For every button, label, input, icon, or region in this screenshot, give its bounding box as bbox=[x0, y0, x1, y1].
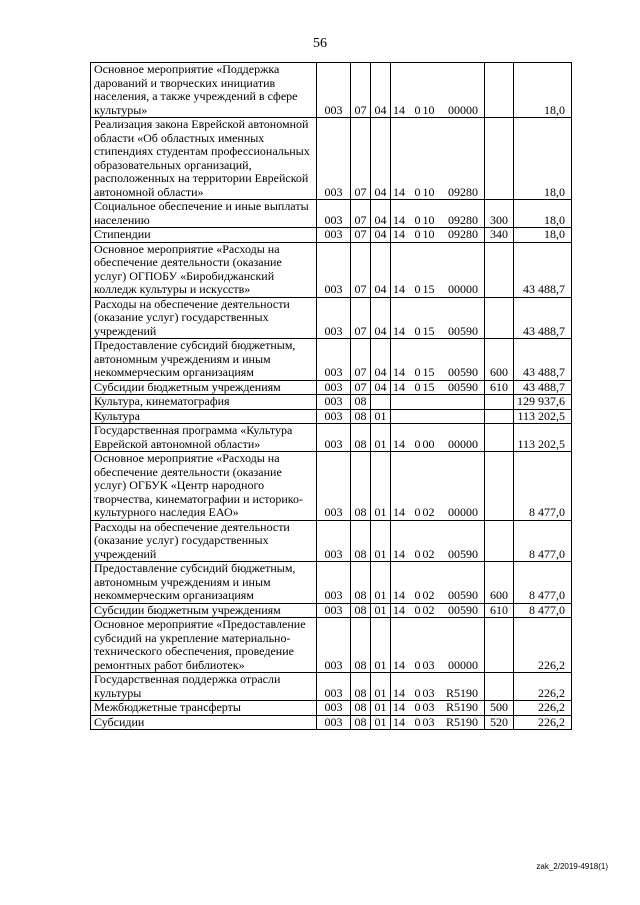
section-code-cell: 08 bbox=[351, 562, 371, 604]
direction-code-cell: 02 bbox=[422, 603, 435, 617]
section-code-cell: 07 bbox=[351, 297, 371, 339]
expense-type-cell bbox=[485, 395, 514, 410]
subsection-code-cell: 04 bbox=[371, 339, 391, 381]
expense-name-cell: Культура bbox=[91, 409, 317, 424]
direction-code-cell: 00 bbox=[421, 424, 437, 452]
section-code-cell: 07 bbox=[351, 200, 371, 228]
table-row bbox=[91, 380, 572, 395]
program-code-cell bbox=[391, 118, 421, 200]
program-number: 14 bbox=[393, 282, 405, 296]
expense-number-cell: R5190 bbox=[437, 715, 485, 730]
subprogram-number: 0 bbox=[414, 588, 421, 602]
expense-number-cell: 00000 bbox=[437, 452, 485, 521]
expense-type-cell bbox=[485, 409, 514, 424]
expense-name-cell: Предоставление субсидий бюджетным, автономным учреждениям и иным некоммерческим организациям bbox=[91, 562, 317, 604]
program-number: 14 bbox=[393, 227, 405, 241]
admin-code-cell: 003 bbox=[317, 424, 351, 452]
expense-name-cell: Основное мероприятие «Предоставление субсидий на укрепление материально-технического обеспечения, проведение ремонтных работ библиотек» bbox=[91, 618, 317, 673]
amount-cell: 8 477,0 bbox=[514, 603, 572, 618]
amount-cell: 18,0 bbox=[514, 63, 572, 118]
expense-number-cell: 00590 bbox=[437, 520, 485, 562]
table-row bbox=[91, 395, 572, 410]
amount-cell: 43 488,7 bbox=[514, 380, 572, 395]
expense-number-cell: R5190 bbox=[437, 701, 485, 716]
subprogram-number: 0 bbox=[414, 657, 421, 672]
expense-type-cell: 600 bbox=[485, 562, 514, 604]
program-code-cell bbox=[391, 200, 421, 228]
expense-name-cell: Субсидии bbox=[91, 715, 317, 730]
direction-code-cell: 03 bbox=[421, 673, 437, 701]
program-code-cell bbox=[391, 297, 421, 339]
table-row bbox=[91, 562, 572, 604]
direction-code-cell: 15 bbox=[421, 297, 437, 339]
section-code-cell: 08 bbox=[351, 715, 371, 730]
expense-number-cell: 00590 bbox=[437, 562, 485, 604]
program-number: 14 bbox=[393, 365, 405, 379]
expense-name-cell: Предоставление субсидий бюджетным, автономным учреждениям и иным некоммерческим организациям bbox=[91, 339, 317, 381]
section-code-cell: 08 bbox=[351, 424, 371, 452]
admin-code-cell: 003 bbox=[317, 297, 351, 339]
expense-name-cell: Культура, кинематография bbox=[91, 395, 317, 410]
admin-code-cell: 003 bbox=[317, 409, 351, 424]
program-number: 14 bbox=[393, 184, 405, 199]
program-code-cell bbox=[391, 701, 421, 716]
subsection-code-cell: 01 bbox=[371, 618, 391, 673]
admin-code-cell: 003 bbox=[317, 339, 351, 381]
subprogram-number: 0 bbox=[414, 323, 421, 338]
expense-name-cell: Основное мероприятие «Поддержка дарований и творческих инициатив населения, а также учреждений в сфере культуры» bbox=[91, 63, 317, 118]
subprogram-number: 0 bbox=[414, 282, 421, 296]
section-code-cell: 08 bbox=[351, 520, 371, 562]
program-number: 14 bbox=[393, 102, 405, 117]
section-code-cell: 08 bbox=[351, 395, 371, 410]
section-code-cell: 07 bbox=[351, 380, 371, 395]
amount-cell: 113 202,5 bbox=[514, 409, 572, 424]
subsection-code-cell: 01 bbox=[371, 409, 391, 424]
expense-type-cell bbox=[485, 452, 514, 521]
program-number: 14 bbox=[393, 588, 405, 602]
amount-cell: 18,0 bbox=[514, 118, 572, 200]
admin-code-cell: 003 bbox=[317, 118, 351, 200]
admin-code-cell: 003 bbox=[317, 701, 351, 716]
expense-number-cell: 00590 bbox=[437, 297, 485, 339]
subsection-code-cell: 01 bbox=[371, 715, 391, 730]
direction-code-cell: 02 bbox=[421, 562, 437, 604]
expense-number-cell: 00000 bbox=[437, 242, 485, 297]
admin-code-cell: 003 bbox=[317, 242, 351, 297]
direction-code-cell: 10 bbox=[422, 227, 435, 241]
admin-code-cell: 003 bbox=[317, 395, 351, 410]
direction-code-cell: 02 bbox=[421, 520, 437, 562]
direction-code-cell: 15 bbox=[422, 380, 435, 394]
subprogram-number: 0 bbox=[414, 546, 421, 561]
expense-name-cell: Расходы на обеспечение деятельности (оказание услуг) государственных учреждений bbox=[91, 297, 317, 339]
program-code-cell bbox=[391, 715, 421, 730]
expense-number-cell: 00000 bbox=[437, 424, 485, 452]
expense-type-cell bbox=[485, 618, 514, 673]
subprogram-number: 0 bbox=[414, 715, 421, 729]
expense-type-cell: 520 bbox=[485, 715, 514, 730]
expense-number-cell: 00000 bbox=[437, 63, 485, 118]
subsection-code-cell: 01 bbox=[371, 562, 391, 604]
direction-code-cell bbox=[421, 409, 437, 424]
budget-table-body bbox=[91, 63, 572, 730]
subprogram-number: 0 bbox=[414, 700, 421, 714]
expense-type-cell bbox=[485, 424, 514, 452]
program-code-cell bbox=[391, 395, 421, 410]
subsection-code-cell: 01 bbox=[371, 673, 391, 701]
amount-cell: 8 477,0 bbox=[514, 452, 572, 521]
expense-type-cell bbox=[485, 63, 514, 118]
direction-code-cell: 10 bbox=[421, 118, 437, 200]
subprogram-number: 0 bbox=[414, 227, 421, 241]
expense-number-cell: 00590 bbox=[437, 603, 485, 618]
table-row bbox=[91, 118, 572, 200]
expense-number-cell bbox=[437, 409, 485, 424]
expense-name-cell: Стипендии bbox=[91, 228, 317, 243]
program-number: 14 bbox=[393, 380, 405, 394]
section-code-cell: 08 bbox=[351, 452, 371, 521]
subsection-code-cell: 04 bbox=[371, 242, 391, 297]
direction-code-cell: 02 bbox=[421, 452, 437, 521]
expense-type-cell: 610 bbox=[485, 603, 514, 618]
subsection-code-cell: 04 bbox=[371, 200, 391, 228]
subprogram-number: 0 bbox=[414, 380, 421, 394]
admin-code-cell: 003 bbox=[317, 673, 351, 701]
expense-type-cell bbox=[485, 297, 514, 339]
table-row bbox=[91, 603, 572, 618]
subsection-code-cell: 04 bbox=[371, 228, 391, 243]
expense-name-cell: Реализация закона Еврейской автономной области «Об областных именных стипендиях студентам профессиональных образовательных организаций, расположенных на территории Еврейской автономной области» bbox=[91, 118, 317, 200]
expense-type-cell: 610 bbox=[485, 380, 514, 395]
program-number: 14 bbox=[393, 715, 405, 729]
program-code-cell bbox=[391, 673, 421, 701]
program-code-cell bbox=[391, 242, 421, 297]
section-code-cell: 08 bbox=[351, 409, 371, 424]
admin-code-cell: 003 bbox=[317, 452, 351, 521]
section-code-cell: 07 bbox=[351, 242, 371, 297]
table-row bbox=[91, 618, 572, 673]
admin-code-cell: 003 bbox=[317, 715, 351, 730]
amount-cell: 43 488,7 bbox=[514, 242, 572, 297]
admin-code-cell: 003 bbox=[317, 618, 351, 673]
table-row bbox=[91, 339, 572, 381]
amount-cell: 226,2 bbox=[514, 715, 572, 730]
admin-code-cell: 003 bbox=[317, 603, 351, 618]
program-code-cell bbox=[391, 618, 421, 673]
program-code-cell bbox=[391, 228, 421, 243]
expense-name-cell: Субсидии бюджетным учреждениям bbox=[91, 380, 317, 395]
program-code-cell bbox=[391, 339, 421, 381]
subsection-code-cell: 01 bbox=[371, 701, 391, 716]
direction-code-cell: 03 bbox=[422, 715, 435, 729]
admin-code-cell: 003 bbox=[317, 228, 351, 243]
amount-cell: 129 937,6 bbox=[514, 395, 572, 410]
direction-code-cell bbox=[421, 395, 437, 410]
expense-name-cell: Социальное обеспечение и иные выплаты населению bbox=[91, 200, 317, 228]
section-code-cell: 08 bbox=[351, 618, 371, 673]
table-row bbox=[91, 701, 572, 716]
program-number: 14 bbox=[393, 546, 405, 561]
admin-code-cell: 003 bbox=[317, 380, 351, 395]
subsection-code-cell: 04 bbox=[371, 380, 391, 395]
expense-type-cell bbox=[485, 118, 514, 200]
amount-cell: 226,2 bbox=[514, 618, 572, 673]
subprogram-number: 0 bbox=[414, 603, 421, 617]
admin-code-cell: 003 bbox=[317, 200, 351, 228]
expense-number-cell bbox=[437, 395, 485, 410]
expense-name-cell: Субсидии бюджетным учреждениям bbox=[91, 603, 317, 618]
expense-type-cell bbox=[485, 242, 514, 297]
subsection-code-cell: 01 bbox=[371, 452, 391, 521]
program-number: 14 bbox=[393, 603, 405, 617]
subprogram-number: 0 bbox=[414, 505, 421, 519]
table-row bbox=[91, 409, 572, 424]
program-code-cell bbox=[391, 380, 421, 395]
amount-cell: 43 488,7 bbox=[514, 297, 572, 339]
expense-name-cell: Основное мероприятие «Расходы на обеспечение деятельности (оказание услуг) ОГПОБУ «Биробиджанский колледж культуры и искусств» bbox=[91, 242, 317, 297]
subprogram-number: 0 bbox=[414, 365, 421, 379]
expense-name-cell: Межбюджетные трансферты bbox=[91, 701, 317, 716]
subprogram-number: 0 bbox=[414, 685, 421, 700]
section-code-cell: 08 bbox=[351, 603, 371, 618]
amount-cell: 18,0 bbox=[514, 228, 572, 243]
expense-type-cell: 340 bbox=[485, 228, 514, 243]
subprogram-number: 0 bbox=[414, 184, 421, 199]
expense-number-cell: 09280 bbox=[437, 200, 485, 228]
subsection-code-cell: 04 bbox=[371, 63, 391, 118]
subprogram-number: 0 bbox=[414, 102, 421, 117]
program-code-cell bbox=[391, 409, 421, 424]
expense-number-cell: R5190 bbox=[437, 673, 485, 701]
direction-code-cell: 10 bbox=[421, 200, 437, 228]
program-code-cell bbox=[391, 424, 421, 452]
admin-code-cell: 003 bbox=[317, 562, 351, 604]
expense-type-cell bbox=[485, 520, 514, 562]
amount-cell: 226,2 bbox=[514, 701, 572, 716]
subprogram-number: 0 bbox=[414, 212, 421, 227]
direction-code-cell: 15 bbox=[421, 242, 437, 297]
program-code-cell bbox=[391, 603, 421, 618]
program-number: 14 bbox=[393, 212, 405, 227]
expense-name-cell: Расходы на обеспечение деятельности (оказание услуг) государственных учреждений bbox=[91, 520, 317, 562]
table-row bbox=[91, 673, 572, 701]
expense-number-cell: 09280 bbox=[437, 228, 485, 243]
section-code-cell: 07 bbox=[351, 228, 371, 243]
subsection-code-cell: 01 bbox=[371, 520, 391, 562]
program-number: 14 bbox=[393, 505, 405, 519]
section-code-cell: 07 bbox=[351, 63, 371, 118]
table-row bbox=[91, 297, 572, 339]
page-number: 56 bbox=[313, 36, 327, 51]
direction-code-cell: 10 bbox=[421, 63, 437, 118]
table-row bbox=[91, 228, 572, 243]
expense-name-cell: Основное мероприятие «Расходы на обеспечение деятельности (оказание услуг) ОГБУК «Центр народного творчества, кинематографии и историко-культурного наследия ЕАО» bbox=[91, 452, 317, 521]
admin-code-cell: 003 bbox=[317, 520, 351, 562]
table-row bbox=[91, 715, 572, 730]
program-number: 14 bbox=[393, 323, 405, 338]
amount-cell: 8 477,0 bbox=[514, 520, 572, 562]
expense-name-cell: Государственная программа «Культура Еврейской автономной области» bbox=[91, 424, 317, 452]
subprogram-number: 0 bbox=[414, 436, 421, 451]
expense-type-cell: 600 bbox=[485, 339, 514, 381]
section-code-cell: 07 bbox=[351, 118, 371, 200]
budget-table bbox=[90, 62, 572, 730]
program-code-cell bbox=[391, 63, 421, 118]
expense-number-cell: 00000 bbox=[437, 618, 485, 673]
expense-number-cell: 00590 bbox=[437, 339, 485, 381]
document-code: zak_2/2019-4918(1) bbox=[536, 862, 608, 871]
expense-type-cell: 300 bbox=[485, 200, 514, 228]
table-row bbox=[91, 242, 572, 297]
table-row bbox=[91, 200, 572, 228]
amount-cell: 43 488,7 bbox=[514, 339, 572, 381]
direction-code-cell: 03 bbox=[421, 618, 437, 673]
subsection-code-cell: 04 bbox=[371, 297, 391, 339]
direction-code-cell: 03 bbox=[422, 700, 435, 714]
section-code-cell: 07 bbox=[351, 339, 371, 381]
program-code-cell bbox=[391, 452, 421, 521]
subsection-code-cell: 01 bbox=[371, 424, 391, 452]
admin-code-cell: 003 bbox=[317, 63, 351, 118]
amount-cell: 226,2 bbox=[514, 673, 572, 701]
table-row bbox=[91, 63, 572, 118]
amount-cell: 8 477,0 bbox=[514, 562, 572, 604]
amount-cell: 18,0 bbox=[514, 200, 572, 228]
section-code-cell: 08 bbox=[351, 701, 371, 716]
table-row bbox=[91, 424, 572, 452]
table-row bbox=[91, 520, 572, 562]
subsection-code-cell: 01 bbox=[371, 603, 391, 618]
section-code-cell: 08 bbox=[351, 673, 371, 701]
expense-number-cell: 09280 bbox=[437, 118, 485, 200]
expense-type-cell bbox=[485, 673, 514, 701]
expense-number-cell: 00590 bbox=[437, 380, 485, 395]
program-number: 14 bbox=[393, 685, 405, 700]
program-code-cell bbox=[391, 562, 421, 604]
amount-cell: 113 202,5 bbox=[514, 424, 572, 452]
subsection-code-cell: 04 bbox=[371, 118, 391, 200]
program-code-cell bbox=[391, 520, 421, 562]
subsection-code-cell bbox=[371, 395, 391, 410]
expense-name-cell: Государственная поддержка отрасли культуры bbox=[91, 673, 317, 701]
expense-type-cell: 500 bbox=[485, 701, 514, 716]
table-row bbox=[91, 452, 572, 521]
program-number: 14 bbox=[393, 436, 405, 451]
program-number: 14 bbox=[393, 700, 405, 714]
program-number: 14 bbox=[393, 657, 405, 672]
direction-code-cell: 15 bbox=[421, 339, 437, 381]
